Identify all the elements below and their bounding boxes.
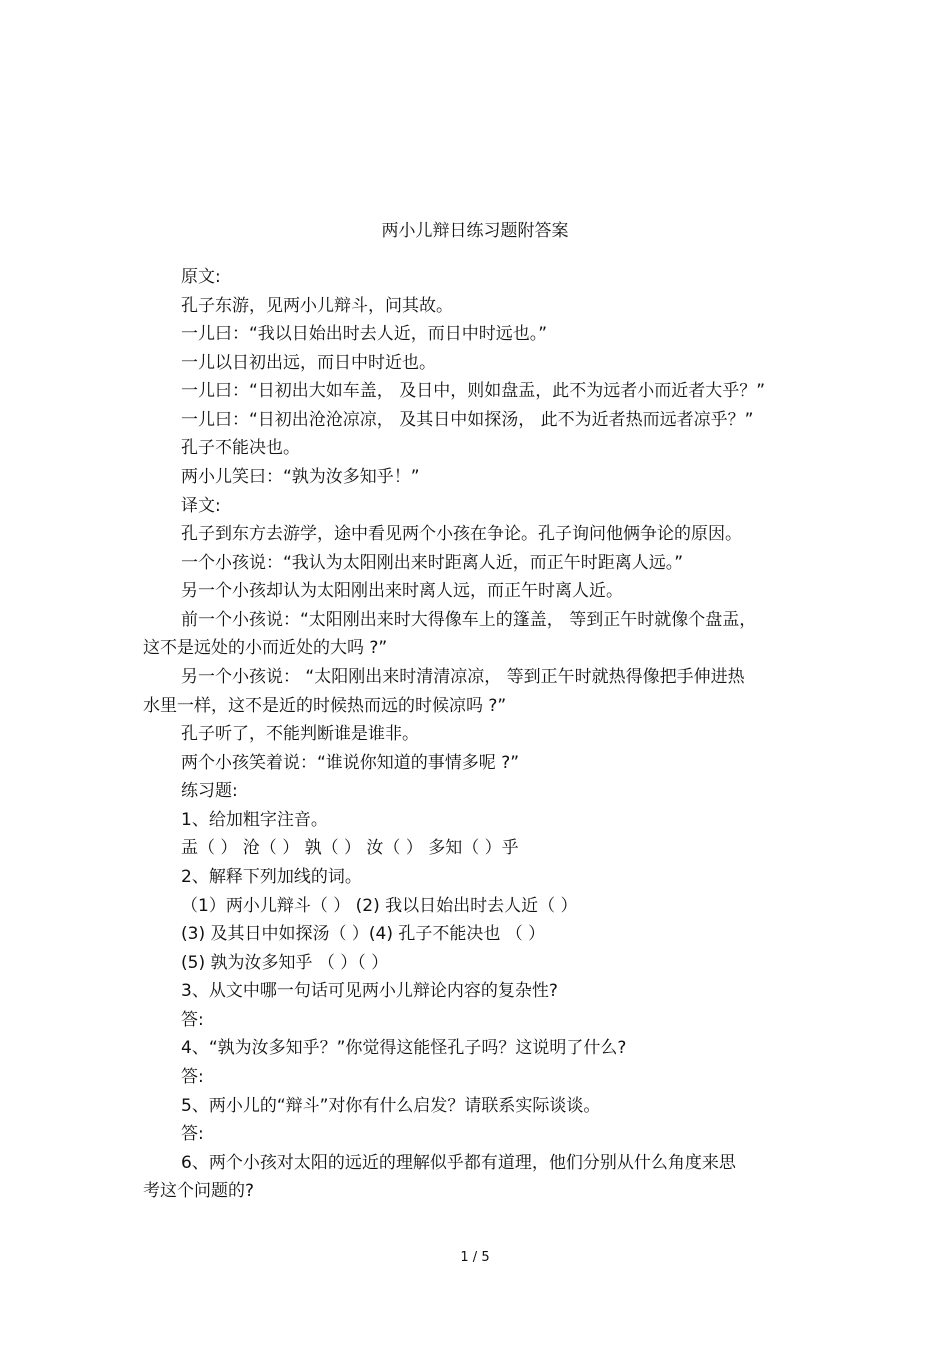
text-line: 孔子听了，不能判断谁是谁非。: [181, 724, 419, 744]
text-line: 2、解释下列加线的词。: [181, 867, 362, 887]
text-line: 译文:: [181, 496, 221, 516]
text-line: (3) 及其日中如探汤（ ）(4) 孔子不能决也 （ ）: [181, 924, 546, 944]
text-line: (5) 孰为汝多知乎 （ ）（ ）: [181, 953, 389, 973]
text-line: 孔子不能决也。: [181, 438, 300, 458]
text-line: 一个小孩说：“我认为太阳刚出来时距离人近，而正午时距离人远。”: [181, 553, 684, 573]
text-line: 另一个小孩却认为太阳刚出来时离人远，而正午时离人近。: [181, 581, 623, 601]
text-line: 1、给加粗字注音。: [181, 810, 328, 830]
text-line: 孔子到东方去游学，途中看见两个小孩在争论。孔子询问他俩争论的原因。: [181, 524, 742, 544]
text-line: 答:: [181, 1010, 204, 1030]
text-line: 3、从文中哪一句话可见两小儿辩论内容的复杂性?: [181, 981, 558, 1001]
text-line: 一儿曰：“日初出沧沧凉凉， 及其日中如探汤， 此不为近者热而远者凉乎？”: [181, 410, 754, 430]
text-line: 另一个小孩说： “太阳刚出来时清清凉凉， 等到正午时就热得像把手伸进热: [181, 667, 745, 687]
text-line: 两个小孩笑着说：“谁说你知道的事情多呢 ?”: [181, 753, 520, 773]
text-line: 6、两个小孩对太阳的远近的理解似乎都有道理，他们分别从什么角度来思: [181, 1153, 736, 1173]
text-line: 5、两小儿的“辩斗”对你有什么启发？请联系实际谈谈。: [181, 1096, 601, 1116]
text-line: 考这个问题的?: [143, 1181, 255, 1201]
text-line: 一儿以日初出远，而日中时近也。: [181, 353, 436, 373]
document-title: 两小儿辩日练习题附答案: [381, 221, 569, 241]
text-line: 练习题:: [181, 781, 238, 801]
text-line: 水里一样，这不是近的时候热而远的时候凉吗 ?”: [143, 696, 507, 716]
text-line: 前一个小孩说：“太阳刚出来时大得像车上的篷盖， 等到正午时就像个盘盂，: [181, 610, 757, 630]
text-line: 原文:: [181, 267, 221, 287]
text-line: 答:: [181, 1067, 204, 1087]
text-line: 孔子东游，见两小儿辩斗，问其故。: [181, 296, 453, 316]
text-line: 一儿曰：“我以日始出时去人近，而日中时远也。”: [181, 324, 548, 344]
page-number: 1 / 5: [460, 1250, 490, 1265]
text-line: 这不是远处的小而近处的大吗 ?”: [143, 638, 388, 658]
text-line: 盂（ ） 沧（ ） 孰（ ） 汝（ ） 多知（ ）乎: [181, 838, 519, 858]
text-line: 4、“孰为汝多知乎？”你觉得这能怪孔子吗？这说明了什么?: [181, 1038, 627, 1058]
text-line: 一儿曰：“日初出大如车盖， 及日中，则如盘盂，此不为远者小而近者大乎？”: [181, 381, 766, 401]
text-line: （1）两小儿辩斗（ ） (2) 我以日始出时去人近（ ）: [181, 896, 578, 916]
text-line: 答:: [181, 1124, 204, 1144]
text-line: 两小儿笑曰：“孰为汝多知乎！”: [181, 467, 420, 487]
